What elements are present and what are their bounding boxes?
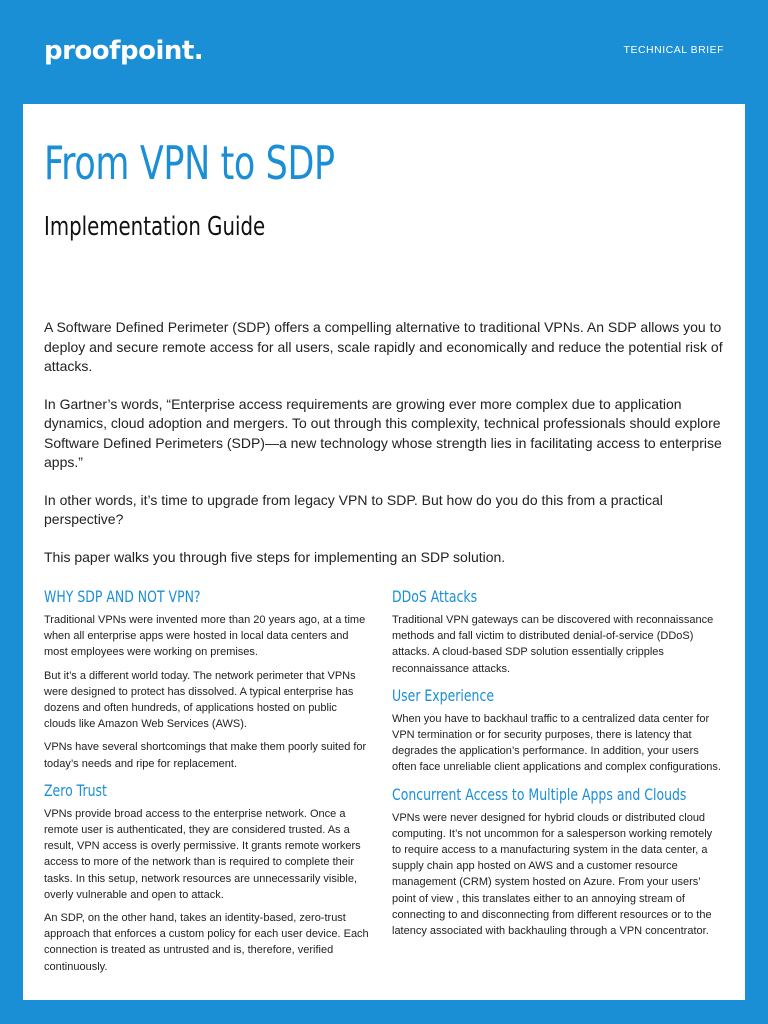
section-heading: WHY SDP AND NOT VPN? — [44, 587, 201, 606]
section-paragraph: An SDP, on the other hand, takes an identity-based, zero-trust approach that enforces a custom policy for each user device. Each connection is treated as untrusted and is, therefore, verified continuously. — [44, 912, 369, 973]
section-paragraph: Traditional VPN gateways can be discovered with reconnaissance methods and fall victim to distributed denial-of-service (DDoS) attacks. A cloud-based SDP solution essentially cripples reconnaissance attacks. — [392, 614, 714, 675]
right-column — [392, 586, 722, 947]
page-title: From VPN to SDP — [44, 136, 335, 190]
section-paragraph: When you have to backhaul traffic to a centralized data center for VPN termination or for security purposes, there is latency that degrades the application’s performance. In addition, your users often face unreliable client applications and complex configurations. — [392, 712, 721, 774]
intro-paragraph: In other words, it’s time to upgrade from legacy VPN to SDP. But how do you do this from a practical perspective? — [44, 491, 663, 527]
section-zero-trust — [44, 780, 370, 975]
section-why-sdp — [44, 586, 370, 772]
section-paragraph: Traditional VPNs were invented more than 20 years ago, at a time when all enterprise apps were hosted in local data centers and most employees were working on premises. — [44, 614, 366, 659]
section-concurrent-access — [392, 784, 722, 940]
document-page — [23, 104, 745, 1000]
section-ddos-attacks — [392, 586, 722, 677]
section-paragraph: VPNs were never designed for hybrid clouds or distributed cloud computing. It’s not uncommon for a salesperson working remotely to require access to a manufacturing system in the data center, a supply chain app hosted on AWS and a customer resource management (CRM) system hosted on Azure. From your users’ point of view , this translates either to an annoying stream of connecting to and disconnecting from different resources or to the latency associated with backhauling through a VPN concentrator. — [392, 811, 713, 938]
proofpoint-logo: proofpoint. — [44, 36, 204, 66]
section-paragraph: But it’s a different world today. The network perimeter that VPNs were designed to protect has dissolved. A typical enterprise has dozens and often hundreds, of applications hosted on public clouds like Amazon Web Services (AWS). — [44, 669, 356, 731]
intro-paragraph: A Software Defined Perimeter (SDP) offers a compelling alternative to traditional VPNs. An SDP allows you to deploy and secure remote access for all users, scale rapidly and economically and reduce the potential risk of attacks. — [44, 319, 723, 374]
intro-paragraph: This paper walks you through five steps for implementing an SDP solution. — [44, 548, 506, 565]
section-paragraph: VPNs provide broad access to the enterprise network. Once a remote user is authenticated, they are considered trusted. As a result, VPN access is overly permissive. It grants remote workers access to more of the network than is required to complete their tasks. In this setup, network resources are unnecessarily visible, overly vulnerable and open to attack. — [44, 807, 361, 901]
section-heading: Concurrent Access to Multiple Apps and Clouds — [392, 784, 687, 804]
section-user-experience — [392, 685, 722, 776]
section-heading: DDoS Attacks — [392, 587, 478, 606]
section-heading: Zero Trust — [44, 780, 107, 800]
section-heading: User Experience — [392, 685, 495, 705]
intro-section — [44, 318, 726, 585]
document-type-label: TECHNICAL BRIEF — [623, 44, 724, 56]
section-paragraph: VPNs have several shortcomings that make them poorly suited for today’s needs and ripe for replacement. — [44, 741, 367, 770]
page-subtitle: Implementation Guide — [44, 212, 266, 242]
left-column — [44, 586, 370, 983]
intro-paragraph: In Gartner’s words, “Enterprise access requirements are growing ever more complex due to application dynamics, cloud adoption and mergers. To out through this complexity, technical professionals should explore Software Defined Perimeters (SDP)—a new technology whose strength lies in facilitating access to enterprise apps.” — [44, 395, 722, 470]
